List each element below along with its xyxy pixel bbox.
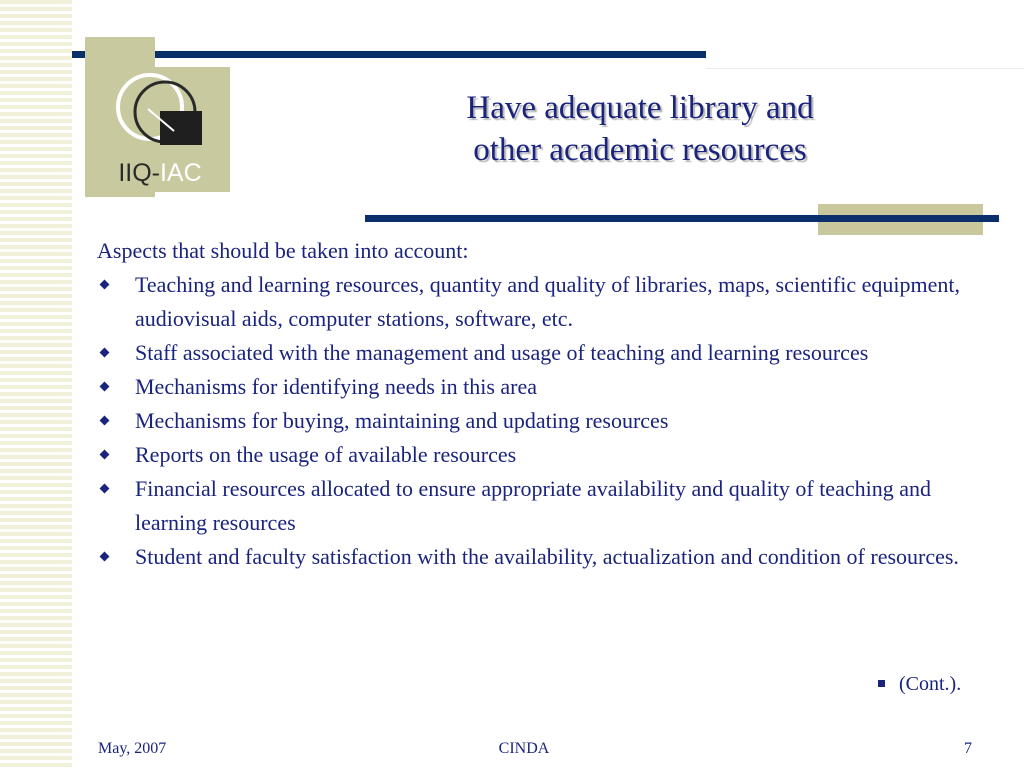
list-item-text: Financial resources allocated to ensure appropriate availability and quality of teaching and learning resources (135, 476, 931, 535)
title-line-2: other academic resources (473, 132, 807, 168)
iiq-iac-logo (90, 67, 230, 192)
list-item (97, 370, 997, 404)
diamond-bullet-icon (100, 280, 110, 290)
slide-body (97, 234, 997, 574)
list-item (97, 472, 997, 540)
list-item-text: Teaching and learning resources, quantity and quality of libraries, maps, scientific equipment, audiovisual aids, computer stations, software, etc. (135, 272, 961, 331)
title-underline-rule (365, 215, 999, 222)
list-item (97, 438, 997, 472)
diamond-bullet-icon (100, 348, 110, 358)
diamond-bullet-icon (100, 552, 110, 562)
footer-page-number: 7 (964, 740, 972, 757)
list-item-text: Reports on the usage of available resources (135, 442, 517, 467)
list-item-text: Mechanisms for identifying needs in this area (135, 374, 538, 399)
diamond-bullet-icon (100, 382, 110, 392)
top-faint-rule (706, 68, 1024, 69)
list-item-text: Student and faculty satisfaction with the availability, actualization and condition of resources. (135, 544, 959, 569)
decorative-side-stripes (0, 0, 72, 768)
continuation-text: (Cont.). (899, 673, 962, 695)
list-item (97, 540, 997, 574)
diamond-bullet-icon (100, 484, 110, 494)
list-item (97, 268, 997, 336)
title-line-1: Have adequate library and (466, 90, 814, 126)
list-item (97, 336, 997, 370)
intro-text: Aspects that should be taken into account: (97, 238, 469, 263)
logo-text-light: IAC (159, 159, 202, 187)
bullet-list (97, 268, 997, 574)
diamond-bullet-icon (100, 450, 110, 460)
continuation-note (878, 673, 961, 696)
logo-text (90, 159, 230, 188)
list-item-text: Mechanisms for buying, maintaining and updating resources (135, 408, 669, 433)
square-bullet-icon (878, 680, 885, 687)
footer-date: May, 2007 (98, 740, 167, 757)
list-item-text: Staff associated with the management and usage of teaching and learning resources (135, 340, 869, 365)
slide-title (360, 87, 920, 171)
logo-text-dark: IIQ- (118, 159, 160, 187)
top-rule (72, 51, 706, 58)
list-item (97, 404, 997, 438)
footer-center: CINDA (498, 740, 550, 757)
diamond-bullet-icon (100, 416, 110, 426)
